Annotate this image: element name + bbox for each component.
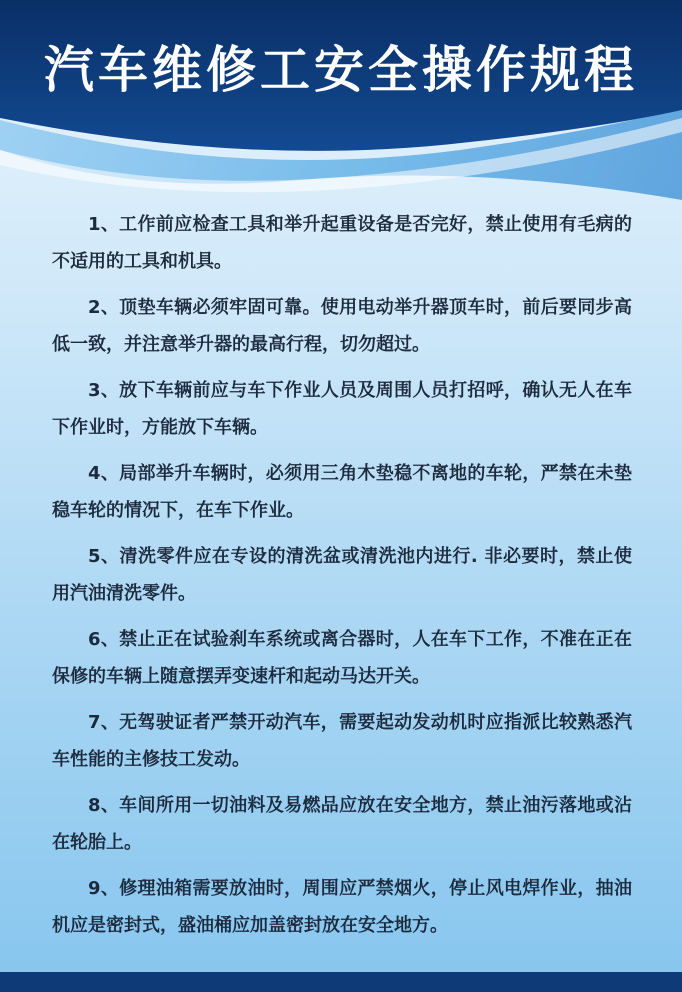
rule-item-8: 8、车间所用一切油料及易燃品应放在安全地方，禁止油污落地或沾在轮胎上。 xyxy=(52,795,632,853)
rule-item-5: 5、清洗零件应在专设的清洗盆或清洗池内进行. 非必要时，禁止使用汽油清洗零件。 xyxy=(52,546,632,604)
rule-item-3: 3、放下车辆前应与车下作业人员及周围人员打招呼，确认无人在车下作业时，方能放下车辆。 xyxy=(52,380,632,438)
rule-item-2: 2、顶垫车辆必须牢固可靠。使用电动举升器顶车时，前后要同步高低一致，并注意举升器的最高行程，切勿超过。 xyxy=(52,297,632,355)
rule-item-4: 4、局部举升车辆时，必须用三角木垫稳不离地的车轮，严禁在未垫稳车轮的情况下，在车下作业。 xyxy=(52,463,632,521)
rule-item-7: 7、无驾驶证者严禁开动汽车，需要起动发动机时应指派比较熟悉汽车性能的主修技工发动。 xyxy=(52,712,632,770)
rule-item-9: 9、修理油箱需要放油时，周围应严禁烟火，停止风电焊作业，抽油机应是密封式，盛油桶应加盖密封放在安全地方。 xyxy=(52,878,632,936)
rule-item-6: 6、禁止正在试验刹车系统或离合器时，人在车下工作，不准在正在保修的车辆上随意摆弄变速杆和起动马达开关。 xyxy=(52,629,632,687)
rule-item-1: 1、工作前应检查工具和举升起重设备是否完好，禁止使用有毛病的不适用的工具和机具。 xyxy=(52,214,632,272)
header-banner xyxy=(0,0,682,200)
footer-bar xyxy=(0,972,682,992)
page-title: 汽车维修工安全操作规程 xyxy=(44,41,638,99)
rules-list xyxy=(52,206,632,953)
